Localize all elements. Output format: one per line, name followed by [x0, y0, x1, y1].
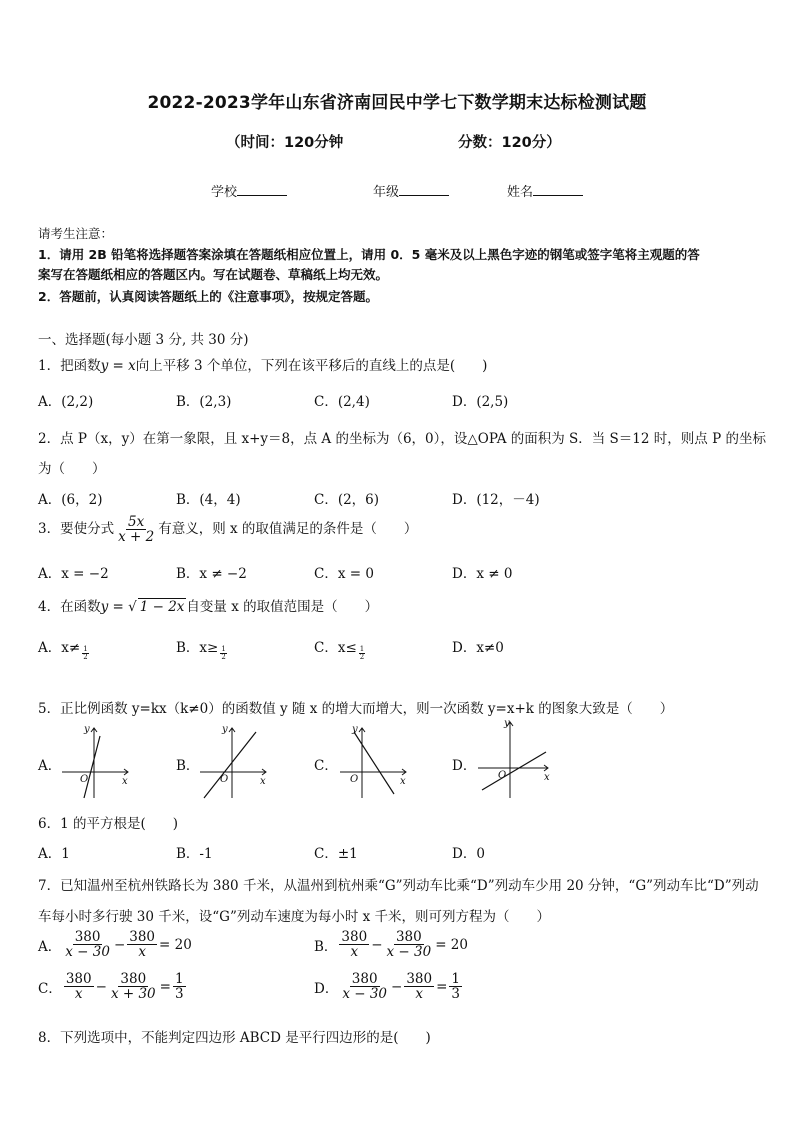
q4-option-a[interactable] — [38, 636, 89, 661]
notes-heading: 请考生注意： — [38, 226, 114, 241]
numerator: 1 — [174, 971, 184, 987]
minus-sign: − — [95, 978, 107, 995]
q4-b-half — [220, 646, 226, 661]
numerator: 380 — [395, 929, 422, 945]
q4-b-text: B．x≥ — [176, 640, 219, 656]
note-1b: 案写在答题纸相应的答题区内。写在试题卷、草稿纸上均无效。 — [38, 267, 389, 282]
q1-text-post: 向上平移 3 个单位，下列在该平移后的直线上的点是( ) — [135, 358, 488, 374]
numerator: 380 — [351, 971, 378, 987]
note-1a: 1．请用 2B 铅笔将选择题答案涂填在答题纸相应位置上，请用 0．5 毫米及以上黑色字迹的钢笔或签字笔将主观题的答 — [38, 247, 700, 262]
question-2-line2: 为（ ） — [38, 461, 106, 477]
half-den: 2 — [83, 653, 88, 661]
equals-sign: = — [436, 978, 448, 995]
q7-a-frac1 — [63, 930, 112, 959]
q4-function-radicand: 1 − 2x — [139, 599, 185, 615]
q5-graph-d — [474, 716, 556, 802]
equals-sign: = — [159, 978, 171, 995]
q5-option-b[interactable]: B． — [176, 758, 200, 774]
denominator: x − 30 — [342, 986, 388, 1003]
numerator: 1 — [451, 971, 461, 987]
question-7-line1: 7．已知温州至杭州铁路长为 380 千米，从温州到杭州乘“G”列动车比乘“D”列动车少用 20 分钟，“G”列动车比“D”列动 — [38, 878, 759, 894]
q5-graph-b — [196, 722, 276, 802]
denominator: x — [350, 944, 359, 961]
question-6: 6．1 的平方根是( ) — [38, 816, 179, 832]
x-label: x — [544, 772, 550, 783]
q4-a-text: A．x≠ — [38, 640, 81, 656]
q7-option-c[interactable] — [38, 972, 188, 1001]
q4-option-c[interactable] — [314, 636, 365, 661]
graph-line — [482, 752, 546, 790]
x-label: x — [122, 776, 128, 787]
question-4 — [38, 595, 378, 615]
q4-c-text: C．x≤ — [314, 640, 357, 656]
minus-sign: − — [391, 978, 403, 995]
minus-sign: − — [113, 936, 126, 953]
numerator: 380 — [341, 929, 368, 945]
q3-denominator: x + 2 — [118, 529, 155, 546]
question-2-line1: 2．点 P（x，y）在第一象限，且 x+y＝8，点 A 的坐标为（6，0），设△OPA 的面积为 S．当 S＝12 时，则点 P 的坐标 — [38, 431, 766, 447]
q6-option-b[interactable]: B．-1 — [176, 846, 213, 862]
q2-option-d[interactable]: D．(12，－4) — [452, 492, 540, 508]
q7-c-frac3 — [173, 972, 186, 1001]
name-blank — [533, 183, 583, 196]
q2-option-a[interactable]: A．(6，2) — [38, 492, 103, 508]
section-heading: 一、选择题(每小题 3 分, 共 30 分) — [38, 332, 249, 348]
denominator: x — [138, 944, 146, 961]
x-label: x — [260, 776, 266, 787]
note-2: 2．答题前，认真阅读答题纸上的《注意事项》，按规定答题。 — [38, 289, 378, 304]
x-label: x — [400, 776, 406, 787]
denominator: 3 — [174, 986, 184, 1003]
y-label: y — [504, 718, 510, 729]
numerator: 380 — [74, 929, 101, 945]
q7-option-b[interactable] — [314, 930, 468, 959]
numerator: 380 — [65, 971, 92, 987]
school-field — [211, 181, 287, 200]
q3-text-post: 有意义，则 x 的取值满足的条件是（ ） — [158, 521, 418, 538]
graph-line — [354, 732, 394, 794]
question-1 — [38, 354, 487, 374]
numerator: 380 — [120, 971, 147, 987]
q2-option-c[interactable]: C．(2，6) — [314, 492, 380, 508]
q5-option-a[interactable]: A． — [38, 758, 62, 774]
school-label: 学校 — [211, 185, 238, 200]
exam-time: （时间：120分钟 — [226, 135, 344, 151]
grade-label: 年级 — [373, 185, 400, 200]
q1-text-pre: 1．把函数 — [38, 358, 101, 374]
q3-option-a[interactable]: A．x = −2 — [38, 566, 109, 582]
q2-option-b[interactable]: B．(4，4) — [176, 492, 241, 508]
q7-d-label: D． — [314, 980, 339, 997]
q7-c-label: C． — [38, 980, 62, 997]
q7-b-frac2 — [385, 930, 434, 959]
question-3 — [38, 515, 417, 544]
grade-field — [373, 181, 449, 200]
q7-d-frac3 — [449, 972, 462, 1001]
half-num: 1 — [83, 645, 88, 653]
q5-option-c[interactable]: C． — [314, 758, 338, 774]
denominator: x + 30 — [110, 986, 156, 1003]
origin-label: O — [498, 770, 507, 781]
q6-option-c[interactable]: C．±1 — [314, 846, 358, 862]
school-blank — [237, 183, 287, 196]
question-8: 8．下列选项中，不能判定四边形 ABCD 是平行四边形的是( ) — [38, 1030, 431, 1046]
half-den: 2 — [221, 653, 226, 661]
graph-line — [204, 732, 256, 798]
q4-option-b[interactable] — [176, 636, 227, 661]
q6-option-d[interactable]: D．0 — [452, 846, 485, 862]
exam-title: 2022-2023学年山东省济南回民中学七下数学期末达标检测试题 — [147, 93, 647, 113]
exam-score: 分数：120分） — [458, 135, 561, 151]
half-den: 2 — [359, 653, 365, 661]
q4-option-d[interactable]: D．x≠0 — [452, 640, 504, 656]
q3-fraction — [116, 515, 156, 544]
y-label: y — [352, 724, 358, 735]
q7-option-d[interactable] — [314, 972, 464, 1001]
denominator: x — [74, 986, 83, 1003]
name-label: 姓名 — [507, 185, 534, 200]
origin-label: O — [80, 774, 89, 785]
q7-d-frac2 — [404, 972, 434, 1001]
q4-text-pre: 4．在函数 — [38, 599, 101, 615]
question-7-line2: 车每小时多行驶 30 千米，设“G”列动车速度为每小时 x 千米，则可列方程为（ ） — [38, 909, 551, 925]
q1-option-c[interactable]: C．(2,4) — [314, 394, 370, 410]
q4-a-half — [82, 646, 88, 661]
q1-option-b[interactable]: B．(2,3) — [176, 394, 232, 410]
numerator: 380 — [129, 929, 156, 945]
q7-a-label: A． — [38, 938, 62, 955]
q7-option-a[interactable] — [38, 930, 192, 959]
q4-function-lhs: y = √ — [100, 599, 137, 615]
half-num: 1 — [359, 645, 365, 653]
q7-b-frac1 — [339, 930, 369, 959]
minus-sign: − — [371, 936, 383, 953]
name-field — [507, 181, 583, 200]
y-label: y — [84, 724, 90, 735]
origin-label: O — [350, 774, 359, 785]
q3-option-c[interactable]: C．x = 0 — [314, 566, 374, 582]
q3-numerator: 5x — [128, 514, 145, 530]
q7-d-frac1 — [340, 972, 389, 1001]
q7-c-frac2 — [109, 972, 158, 1001]
q3-text-pre: 3．要使分式 — [38, 521, 115, 538]
q6-option-a[interactable]: A．1 — [38, 846, 70, 862]
half-num: 1 — [221, 645, 226, 653]
denominator: 3 — [451, 986, 461, 1003]
origin-label: O — [220, 774, 229, 785]
denominator: x − 30 — [386, 944, 432, 961]
q4-c-half — [359, 646, 365, 661]
numerator: 380 — [406, 971, 433, 987]
q5-graph-a — [58, 722, 138, 802]
q5-graph-c — [336, 722, 416, 802]
y-label: y — [222, 724, 228, 735]
question-5: 5．正比例函数 y=kx（k≠0）的函数值 y 随 x 的增大而增大，则一次函数 y=x+k 的图象大致是（ ） — [38, 701, 674, 717]
graph-line — [84, 736, 100, 798]
q7-b-label: B． — [314, 938, 338, 955]
equals-20: = 20 — [435, 936, 468, 953]
q1-option-d[interactable]: D．(2,5) — [452, 394, 509, 410]
q1-function: y = x — [100, 358, 136, 374]
q3-option-d[interactable]: D．x ≠ 0 — [452, 566, 513, 582]
q7-a-frac2 — [127, 930, 157, 959]
q1-option-a[interactable]: A．(2,2) — [38, 394, 94, 410]
q4-text-post: 自变量 x 的取值范围是（ ） — [186, 599, 379, 615]
denominator: x — [415, 986, 424, 1003]
q5-option-d[interactable]: D． — [452, 758, 477, 774]
equals-20: = 20 — [159, 936, 192, 953]
grade-blank — [399, 183, 449, 196]
q7-c-frac1 — [64, 972, 94, 1001]
q3-option-b[interactable]: B．x ≠ −2 — [176, 566, 247, 582]
denominator: x − 30 — [65, 944, 110, 961]
